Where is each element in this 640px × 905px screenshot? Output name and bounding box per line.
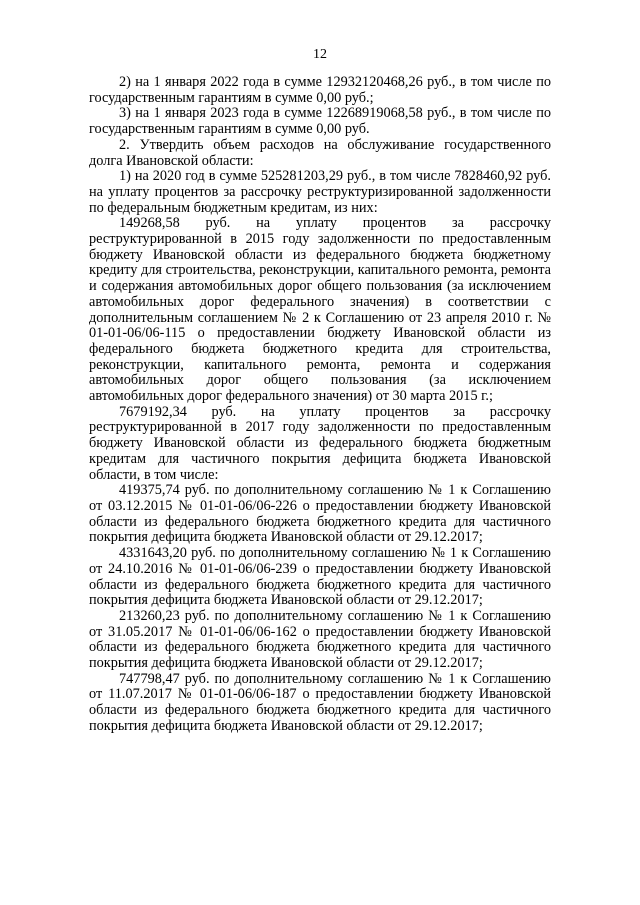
paragraph-debt-2023: 3) на 1 января 2023 года в сумме 12268919068,58 руб., в том числе по государственным гарантиям в сумме 0,00 руб. [89,105,551,138]
paragraph-interest-2017: 7679192,34 руб. на уплату процентов за рассрочку реструктурированной в 2017 году задолженности по предоставленным бюджету Ивановской области из федерального бюджета бюджетным кредитам для частичного покрытия дефицита бюджета Ивановской области, в том числе: [89,403,551,483]
document-body [89,75,551,735]
paragraph-agreement-187: 747798,47 руб. по дополнительному соглашению № 1 к Соглашению от 11.07.2017 № 01-01-06/06-187 о предоставлении бюджету Ивановской области из федерального бюджета бюджетного кредита для частичного покрытия дефицита бюджета Ивановской области от 29.12.2017; [89,670,551,734]
paragraph-expenses-intro: 2. Утвердить объем расходов на обслуживание государственного долга Ивановской области: [89,136,551,169]
paragraph-expenses-2020: 1) на 2020 год в сумме 525281203,29 руб., в том числе 7828460,92 руб. на уплату процентов за рассрочку реструктуризированной задолженности по федеральным бюджетным кредитам, из них: [89,168,551,216]
paragraph-interest-2015: 149268,58 руб. на уплату процентов за рассрочку реструктурированной в 2015 году задолженности по предоставленным бюджету Ивановской области из федерального бюджета бюджетному кредиту для строительства, реконструкции, капитального ремонта, ремонта и содержания автомобильных дорог общего пользования (за исключением автомобильных дорог федерального значения) в соответствии с дополнительным соглашением № 2 к Соглашению от 23 апреля 2010 г. № 01-01-06/06-115 о предоставлении бюджету Ивановской области из федерального бюджета бюджетного кредита для строительства, реконструкции, капитального ремонта, ремонта и содержания автомобильных дорог общего пользования (за исключением автомобильных дорог федерального значения) от 30 марта 2015 г.; [89,215,551,405]
page-number: 12 [313,47,327,62]
paragraph-debt-2022: 2) на 1 января 2022 года в сумме 12932120468,26 руб., в том числе по государственным гарантиям в сумме 0,00 руб.; [89,74,551,106]
paragraph-agreement-239: 4331643,20 руб. по дополнительному соглашению № 1 к Соглашению от 24.10.2016 № 01-01-06/06-239 о предоставлении бюджету Ивановской области из федерального бюджета бюджетного кредита для частичного покрытия дефицита бюджета Ивановской области от 29.12.2017; [89,545,551,609]
paragraph-agreement-162: 213260,23 руб. по дополнительному соглашению № 1 к Соглашению от 31.05.2017 № 01-01-06/06-162 о предоставлении бюджету Ивановской области из федерального бюджета бюджетного кредита для частичного покрытия дефицита бюджета Ивановской области от 29.12.2017; [89,607,551,672]
paragraph-agreement-226: 419375,74 руб. по дополнительному соглашению № 1 к Соглашению от 03.12.2015 № 01-01-06/06-226 о предоставлении бюджету Ивановской области из федерального бюджета бюджетного кредита для частичного покрытия дефицита бюджета Ивановской области от 29.12.2017; [89,482,551,546]
